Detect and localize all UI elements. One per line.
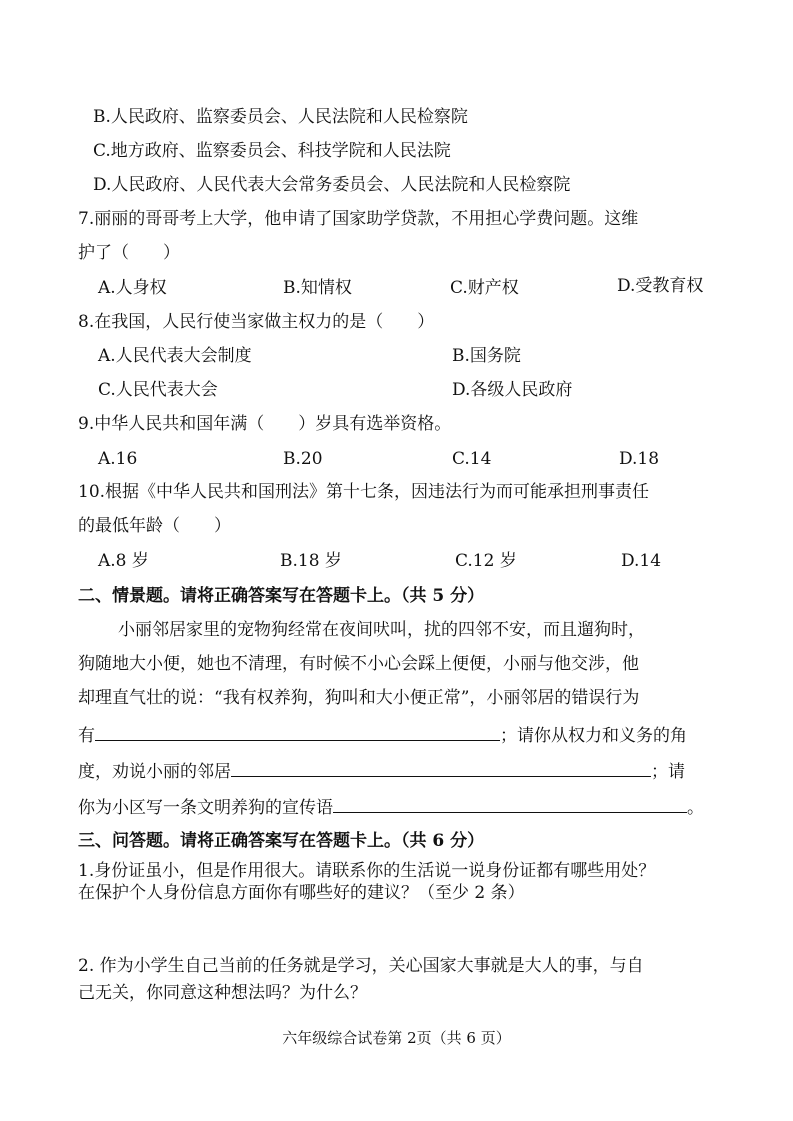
- q7-option-a: A.人身权: [98, 278, 167, 298]
- q7-option-c: C.财产权: [450, 278, 519, 298]
- q6-option-c: C.地方政府、监察委员会、科技学院和人民法院: [93, 141, 451, 161]
- answer-blank-2[interactable]: [231, 760, 651, 777]
- q10-option-a: A.8 岁: [98, 551, 149, 571]
- q9-option-b: B.20: [283, 449, 323, 469]
- q10-stem-line1: 10.根据《中华人民共和国刑法》第十七条，因违法行为而可能承担刑事责任: [78, 482, 650, 502]
- blank2-suffix: ；请: [651, 762, 685, 782]
- q10-option-d: D.14: [621, 551, 662, 571]
- q7-stem-line2: 护了（ ）: [78, 243, 180, 263]
- q8-option-d: D.各级人民政府: [452, 380, 573, 400]
- q8-stem: 8.在我国，人民行使当家做主权力的是（ ）: [78, 312, 435, 332]
- q9-option-d: D.18: [619, 449, 660, 469]
- section2-heading: 二、情景题。请将正确答案写在答题卡上。（共 5 分）: [78, 586, 485, 606]
- q8-option-a: A.人民代表大会制度: [98, 346, 252, 366]
- q6-option-b: B.人民政府、监察委员会、人民法院和人民检察院: [93, 107, 468, 127]
- q7-option-d: D.受教育权: [617, 276, 704, 296]
- answer-blank-1[interactable]: [95, 724, 500, 741]
- q9-option-c: C.14: [452, 449, 492, 469]
- section3-q1-line2: 在保护个人身份信息方面你有哪些好的建议？（至少 2 条）: [78, 883, 525, 903]
- q8-option-b: B.国务院: [452, 346, 521, 366]
- page-footer: 六年级综合试卷第 2页（共 6 页）: [282, 1029, 511, 1047]
- section2-blank-line2: [78, 760, 685, 783]
- q10-option-c: C.12 岁: [455, 551, 517, 571]
- q6-option-d: D.人民政府、人民代表大会常务委员会、人民法院和人民检察院: [93, 175, 571, 195]
- section2-blank-line3: [78, 796, 704, 819]
- section2-paragraph-line1: 小丽邻居家里的宠物狗经常在夜间吠叫，扰的四邻不安，而且遛狗时，: [118, 620, 645, 640]
- section2-paragraph-line3: 却理直气壮的说：“我有权养狗，狗叫和大小便正常”，小丽邻居的错误行为: [78, 688, 640, 708]
- blank3-prefix: 你为小区写一条文明养狗的宣传语: [78, 798, 333, 818]
- q10-option-b: B.18 岁: [280, 551, 342, 571]
- section3-heading: 三、问答题。请将正确答案写在答题卡上。（共 6 分）: [78, 831, 485, 851]
- section2-paragraph-line2: 狗随地大小便，她也不清理，有时候不小心会踩上便便，小丽与他交涉，他: [78, 654, 639, 674]
- q9-option-a: A.16: [98, 449, 138, 469]
- blank2-prefix: 度，劝说小丽的邻居: [78, 762, 231, 782]
- blank3-suffix: 。: [687, 798, 704, 818]
- q7-option-b: B.知情权: [283, 278, 352, 298]
- section3-q2-line2: 己无关，你同意这种想法吗？为什么？: [78, 983, 367, 1003]
- q10-stem-line2: 的最低年龄（ ）: [78, 516, 231, 536]
- q9-stem: 9.中华人民共和国年满（ ）岁具有选举资格。: [78, 414, 452, 434]
- blank1-suffix: ；请你从权力和义务的角: [500, 726, 687, 746]
- blank1-prefix: 有: [78, 726, 95, 746]
- answer-blank-3[interactable]: [333, 796, 687, 813]
- q8-option-c: C.人民代表大会: [98, 380, 218, 400]
- section3-q2-line1: 2. 作为小学生自己当前的任务就是学习，关心国家大事就是大人的事，与自: [78, 956, 644, 976]
- q7-stem-line1: 7.丽丽的哥哥考上大学，他申请了国家助学贷款，不用担心学费问题。这维: [78, 209, 639, 229]
- section2-blank-line1: [78, 724, 687, 747]
- section3-q1-line1: 1.身份证虽小，但是作用很大。请联系你的生活说一说身份证都有哪些用处？: [78, 861, 656, 881]
